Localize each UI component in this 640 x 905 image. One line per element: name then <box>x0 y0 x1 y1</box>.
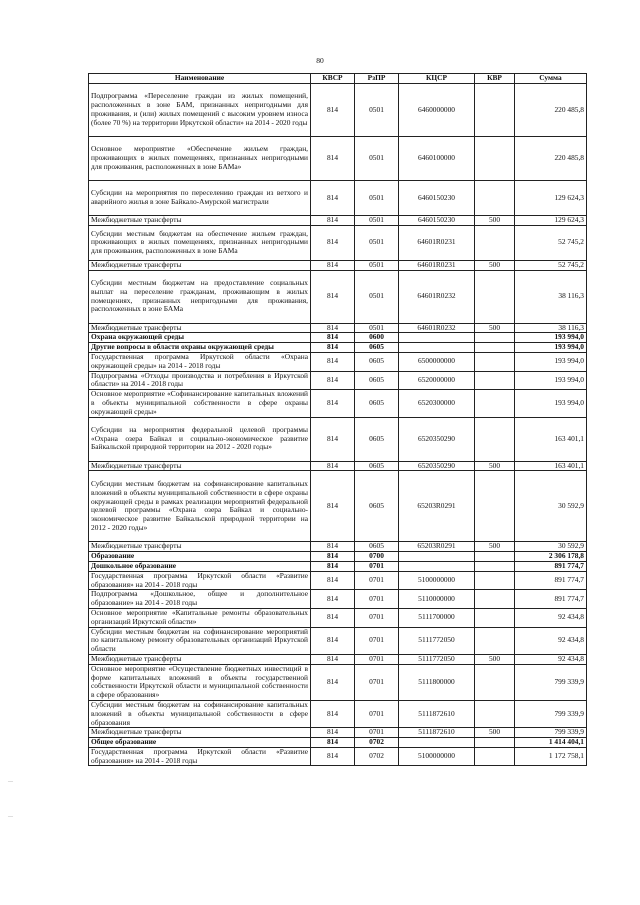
row-rzpr-cell: 0700 <box>355 552 399 562</box>
row-rzpr-cell: 0701 <box>355 571 399 590</box>
row-kcsr-cell: 6460100000 <box>399 137 475 181</box>
row-rzpr-cell: 0501 <box>355 323 399 333</box>
row-sum-cell: 163 401,1 <box>515 461 587 471</box>
scan-edge-mark: — <box>8 780 13 785</box>
row-rzpr-cell: 0501 <box>355 216 399 226</box>
row-sum-cell: 193 994,0 <box>515 352 587 371</box>
row-kcsr-cell: 64601R0231 <box>399 225 475 260</box>
row-kcsr-cell: 6520350290 <box>399 417 475 461</box>
table-row <box>89 216 587 226</box>
row-kvr-cell <box>475 181 515 216</box>
row-kvr-cell <box>475 390 515 417</box>
row-kcsr-cell: 6520350290 <box>399 461 475 471</box>
row-sum-cell: 30 592,9 <box>515 471 587 542</box>
row-kvr-cell <box>475 590 515 609</box>
row-kvsr-cell: 814 <box>311 700 355 727</box>
row-sum-cell: 220 485,8 <box>515 137 587 181</box>
row-kvr-cell <box>475 627 515 654</box>
row-sum-cell: 92 434,8 <box>515 627 587 654</box>
row-kvsr-cell: 814 <box>311 590 355 609</box>
row-rzpr-cell: 0501 <box>355 137 399 181</box>
table-row <box>89 608 587 627</box>
table-row <box>89 352 587 371</box>
row-kcsr-cell: 64601R0232 <box>399 323 475 333</box>
row-kcsr-cell: 6520000000 <box>399 371 475 390</box>
row-rzpr-cell: 0605 <box>355 542 399 552</box>
row-name-cell: Подпрограмма «Дошкольное, общее и дополнительное образование» на 2014 - 2018 годы <box>89 590 311 609</box>
row-kvsr-cell: 814 <box>311 84 355 137</box>
row-rzpr-cell: 0701 <box>355 664 399 700</box>
row-kvr-cell <box>475 664 515 700</box>
row-kvr-cell <box>475 225 515 260</box>
row-kvr-cell <box>475 137 515 181</box>
row-kvr-cell <box>475 343 515 353</box>
row-sum-cell: 891 774,7 <box>515 571 587 590</box>
row-name-cell: Субсидии местным бюджетам на софинансирование капитальных вложений в объекты муниципальной собственности в сфере образования <box>89 700 311 727</box>
row-sum-cell: 38 116,3 <box>515 323 587 333</box>
row-name-cell: Основное мероприятие «Софинансирование капитальных вложений в объекты муниципальной собственности в сфере охраны окружающей среды» <box>89 390 311 417</box>
col-header-rzpr: РзПР <box>355 74 399 84</box>
row-kvsr-cell: 814 <box>311 390 355 417</box>
table-row <box>89 84 587 137</box>
row-sum-cell: 129 624,3 <box>515 216 587 226</box>
col-header-kvr: КВР <box>475 74 515 84</box>
row-kvsr-cell: 814 <box>311 323 355 333</box>
row-kvsr-cell: 814 <box>311 738 355 748</box>
row-name-cell: Подпрограмма «Переселение граждан из жилых помещений, расположенных в зоне БАМ, признанных непригодными для проживания, и (или) жилых помещений с высоким уровнем износа (более 70 %) на территории Иркутской области» на 2014 - 2020 годы <box>89 84 311 137</box>
table-row <box>89 333 587 343</box>
table-row <box>89 260 587 270</box>
row-kvr-cell <box>475 552 515 562</box>
row-kcsr-cell: 5100000000 <box>399 747 475 766</box>
row-kvsr-cell: 814 <box>311 371 355 390</box>
row-name-cell: Образование <box>89 552 311 562</box>
row-sum-cell: 193 994,0 <box>515 390 587 417</box>
table-row <box>89 417 587 461</box>
row-kvr-cell <box>475 417 515 461</box>
row-rzpr-cell: 0605 <box>355 371 399 390</box>
row-sum-cell: 129 624,3 <box>515 181 587 216</box>
row-kvsr-cell: 814 <box>311 571 355 590</box>
row-sum-cell: 38 116,3 <box>515 270 587 323</box>
row-kvsr-cell: 814 <box>311 747 355 766</box>
row-kcsr-cell: 5111772050 <box>399 654 475 664</box>
row-kvr-cell <box>475 333 515 343</box>
row-rzpr-cell: 0702 <box>355 747 399 766</box>
row-kcsr-cell: 6500000000 <box>399 352 475 371</box>
row-rzpr-cell: 0701 <box>355 590 399 609</box>
row-kvsr-cell: 814 <box>311 461 355 471</box>
row-name-cell: Государственная программа Иркутской области «Развитие образования» на 2014 - 2018 годы <box>89 747 311 766</box>
row-kvsr-cell: 814 <box>311 627 355 654</box>
row-kcsr-cell: 64601R0231 <box>399 260 475 270</box>
row-name-cell: Охрана окружающей среды <box>89 333 311 343</box>
row-name-cell: Межбюджетные трансферты <box>89 323 311 333</box>
row-sum-cell: 799 339,9 <box>515 728 587 738</box>
table-row <box>89 542 587 552</box>
table-row <box>89 747 587 766</box>
table-row <box>89 371 587 390</box>
row-kcsr-cell: 5110000000 <box>399 590 475 609</box>
row-name-cell: Межбюджетные трансферты <box>89 542 311 552</box>
table-row <box>89 471 587 542</box>
row-sum-cell: 193 994,0 <box>515 343 587 353</box>
row-kvr-cell <box>475 270 515 323</box>
row-kvr-cell: 500 <box>475 260 515 270</box>
row-kvr-cell <box>475 352 515 371</box>
row-rzpr-cell: 0605 <box>355 352 399 371</box>
row-kcsr-cell: 5100000000 <box>399 571 475 590</box>
row-name-cell: Межбюджетные трансферты <box>89 728 311 738</box>
row-kvsr-cell: 814 <box>311 728 355 738</box>
row-kvr-cell: 500 <box>475 323 515 333</box>
row-rzpr-cell: 0600 <box>355 333 399 343</box>
row-kcsr-cell: 65203R0291 <box>399 542 475 552</box>
row-sum-cell: 92 434,8 <box>515 654 587 664</box>
row-kvr-cell: 500 <box>475 728 515 738</box>
table-row <box>89 181 587 216</box>
row-kvr-cell <box>475 700 515 727</box>
table-row <box>89 561 587 571</box>
table-row <box>89 654 587 664</box>
row-kcsr-cell <box>399 343 475 353</box>
row-sum-cell: 891 774,7 <box>515 590 587 609</box>
row-sum-cell: 1 172 758,1 <box>515 747 587 766</box>
table-row <box>89 738 587 748</box>
row-name-cell: Субсидии на мероприятия по переселению граждан из ветхого и аварийного жилья в зоне Байкало-Амурской магистрали <box>89 181 311 216</box>
row-kvr-cell <box>475 738 515 748</box>
row-sum-cell: 799 339,9 <box>515 700 587 727</box>
row-rzpr-cell: 0701 <box>355 608 399 627</box>
row-kvr-cell <box>475 471 515 542</box>
row-kvr-cell <box>475 608 515 627</box>
row-kvsr-cell: 814 <box>311 270 355 323</box>
row-kcsr-cell: 5111872610 <box>399 700 475 727</box>
budget-table <box>88 73 587 766</box>
row-sum-cell: 193 994,0 <box>515 371 587 390</box>
row-kcsr-cell: 5111872610 <box>399 728 475 738</box>
row-name-cell: Субсидии местным бюджетам на софинансирование мероприятий по капитальному ремонту образовательных организаций Иркутской области <box>89 627 311 654</box>
row-rzpr-cell: 0701 <box>355 561 399 571</box>
row-sum-cell: 891 774,7 <box>515 561 587 571</box>
row-kvr-cell <box>475 571 515 590</box>
row-kcsr-cell <box>399 561 475 571</box>
row-rzpr-cell: 0701 <box>355 700 399 727</box>
row-rzpr-cell: 0501 <box>355 260 399 270</box>
scan-edge-mark: — <box>8 815 13 820</box>
row-sum-cell: 30 592,9 <box>515 542 587 552</box>
row-kvsr-cell: 814 <box>311 352 355 371</box>
row-sum-cell: 799 339,9 <box>515 664 587 700</box>
row-kvr-cell: 500 <box>475 216 515 226</box>
row-kvr-cell <box>475 561 515 571</box>
row-name-cell: Межбюджетные трансферты <box>89 461 311 471</box>
row-rzpr-cell: 0702 <box>355 738 399 748</box>
row-sum-cell: 193 994,0 <box>515 333 587 343</box>
table-row <box>89 590 587 609</box>
row-sum-cell: 52 745,2 <box>515 225 587 260</box>
row-rzpr-cell: 0605 <box>355 417 399 461</box>
row-rzpr-cell: 0701 <box>355 654 399 664</box>
row-rzpr-cell: 0605 <box>355 461 399 471</box>
row-kvr-cell <box>475 84 515 137</box>
table-row <box>89 137 587 181</box>
row-name-cell: Межбюджетные трансферты <box>89 260 311 270</box>
row-name-cell: Межбюджетные трансферты <box>89 654 311 664</box>
row-kcsr-cell: 6460150230 <box>399 216 475 226</box>
row-name-cell: Подпрограмма «Отходы производства и потребления в Иркутской области» на 2014 - 2018 годы <box>89 371 311 390</box>
row-name-cell: Субсидии на мероприятия федеральной целевой программы «Охрана озера Байкал и социально-экономическое развитие Байкальской природной территории на 2012 - 2020 годы» <box>89 417 311 461</box>
row-kvr-cell: 500 <box>475 654 515 664</box>
row-kcsr-cell: 5111800000 <box>399 664 475 700</box>
col-header-kcsr: КЦСР <box>399 74 475 84</box>
row-kvsr-cell: 814 <box>311 343 355 353</box>
row-kvsr-cell: 814 <box>311 552 355 562</box>
row-sum-cell: 2 306 178,8 <box>515 552 587 562</box>
row-kvsr-cell: 814 <box>311 561 355 571</box>
row-name-cell: Общее образование <box>89 738 311 748</box>
row-kvr-cell: 500 <box>475 461 515 471</box>
row-rzpr-cell: 0605 <box>355 343 399 353</box>
row-rzpr-cell: 0605 <box>355 390 399 417</box>
col-header-kvsr: КВСР <box>311 74 355 84</box>
row-name-cell: Субсидии местным бюджетам на предоставление социальных выплат на переселение гражданам, проживающим в жилых помещениях, признанных непригодными для проживания, расположенных в зоне БАМа <box>89 270 311 323</box>
table-row <box>89 390 587 417</box>
row-kvr-cell: 500 <box>475 542 515 552</box>
table-row <box>89 343 587 353</box>
row-kcsr-cell: 5111700000 <box>399 608 475 627</box>
row-sum-cell: 1 414 404,1 <box>515 738 587 748</box>
row-kvsr-cell: 814 <box>311 181 355 216</box>
row-name-cell: Государственная программа Иркутской области «Развитие образования» на 2014 - 2018 годы <box>89 571 311 590</box>
table-row <box>89 225 587 260</box>
table-row <box>89 270 587 323</box>
table-row <box>89 664 587 700</box>
row-sum-cell: 163 401,1 <box>515 417 587 461</box>
row-name-cell: Дошкольное образование <box>89 561 311 571</box>
row-kcsr-cell <box>399 738 475 748</box>
row-kvsr-cell: 814 <box>311 542 355 552</box>
row-rzpr-cell: 0501 <box>355 84 399 137</box>
row-kvsr-cell: 814 <box>311 216 355 226</box>
row-kvr-cell <box>475 747 515 766</box>
table-row <box>89 571 587 590</box>
row-name-cell: Межбюджетные трансферты <box>89 216 311 226</box>
row-kcsr-cell <box>399 333 475 343</box>
row-sum-cell: 52 745,2 <box>515 260 587 270</box>
table-row <box>89 728 587 738</box>
row-kcsr-cell: 6520300000 <box>399 390 475 417</box>
row-kvr-cell <box>475 371 515 390</box>
row-name-cell: Государственная программа Иркутской области «Охрана окружающей среды» на 2014 - 2018 годы <box>89 352 311 371</box>
row-kcsr-cell: 65203R0291 <box>399 471 475 542</box>
row-kvsr-cell: 814 <box>311 225 355 260</box>
table-row <box>89 461 587 471</box>
row-kvsr-cell: 814 <box>311 417 355 461</box>
row-name-cell: Основное мероприятие «Обеспечение жильем граждан, проживающих в жилых помещениях, признанных непригодными для проживания, расположенных в зоне БАМа» <box>89 137 311 181</box>
row-kcsr-cell: 5111772050 <box>399 627 475 654</box>
row-name-cell: Другие вопросы в области охраны окружающей среды <box>89 343 311 353</box>
row-rzpr-cell: 0701 <box>355 728 399 738</box>
row-kvsr-cell: 814 <box>311 654 355 664</box>
col-header-name: Наименование <box>89 74 311 84</box>
row-rzpr-cell: 0501 <box>355 225 399 260</box>
row-kcsr-cell: 6460150230 <box>399 181 475 216</box>
table-row <box>89 552 587 562</box>
row-kcsr-cell: 64601R0232 <box>399 270 475 323</box>
table-row <box>89 323 587 333</box>
row-kvsr-cell: 814 <box>311 137 355 181</box>
table-row <box>89 627 587 654</box>
row-name-cell: Основное мероприятие «Осуществление бюджетных инвестиций в форме капитальных вложений в объекты государственной собственности Иркутской области и муниципальной собственности в сфере образования» <box>89 664 311 700</box>
row-rzpr-cell: 0701 <box>355 627 399 654</box>
col-header-sum: Сумма <box>515 74 587 84</box>
row-kvsr-cell: 814 <box>311 260 355 270</box>
table-header-row <box>89 74 587 84</box>
row-name-cell: Основное мероприятие «Капитальные ремонты образовательных организаций Иркутской области» <box>89 608 311 627</box>
page-number: 80 <box>316 56 324 65</box>
row-kcsr-cell <box>399 552 475 562</box>
row-kvsr-cell: 814 <box>311 664 355 700</box>
row-sum-cell: 92 434,8 <box>515 608 587 627</box>
row-kvsr-cell: 814 <box>311 471 355 542</box>
row-rzpr-cell: 0605 <box>355 471 399 542</box>
row-kvsr-cell: 814 <box>311 333 355 343</box>
row-rzpr-cell: 0501 <box>355 270 399 323</box>
row-kcsr-cell: 6460000000 <box>399 84 475 137</box>
row-rzpr-cell: 0501 <box>355 181 399 216</box>
table-row <box>89 700 587 727</box>
row-name-cell: Субсидии местным бюджетам на обеспечение жильем граждан, проживающих в жилых помещениях, признанных непригодными для проживания, расположенных в зоне БАМа <box>89 225 311 260</box>
row-sum-cell: 220 485,8 <box>515 84 587 137</box>
row-name-cell: Субсидии местным бюджетам на софинансирование капитальных вложений в объекты муниципальной собственности в сфере охраны окружающей среды в рамках реализации мероприятий федеральной целевой программы «Охрана озера Байкал и социально-экономическое развитие Байкальской природной территории на 2012 - 2020 годы» <box>89 471 311 542</box>
row-kvsr-cell: 814 <box>311 608 355 627</box>
